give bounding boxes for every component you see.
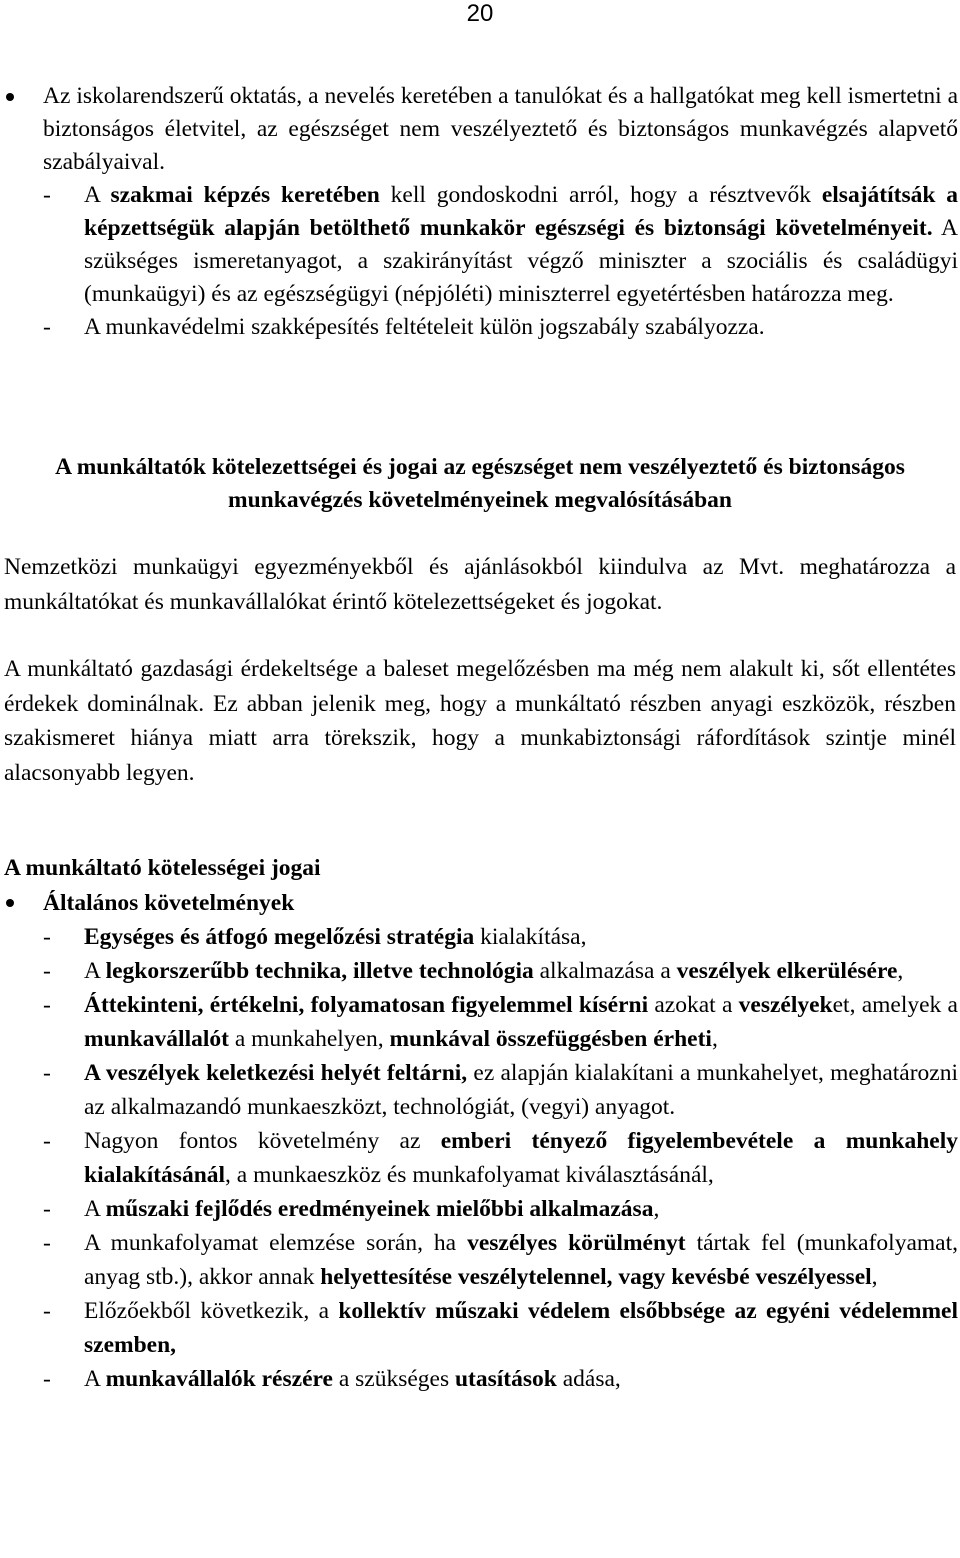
list-item-text: A veszélyek keletkezési helyét feltárni, ez alapján kialakítani a munkahelyet, meghatározni az alkalmazandó munkaeszközt, technológiát, (vegyi) anyagot. [84,1060,958,1120]
dash-item-text: A munkavédelmi szakképesítés feltételeit külön jogszabály szabályozza. [84,314,765,340]
list-item [0,1192,958,1226]
list-item-text: A legkorszerűbb technika, illetve technológia alkalmazása a veszélyek elkerülésére, [84,958,904,984]
dash-icon: - [43,182,51,208]
dash-icon: - [43,1060,51,1086]
bullet-text: Az iskolarendszerű oktatás, a nevelés keretében a tanulókat és a hallgatókat meg kell ismertetni a biztonságos életvitel, az egészséget nem veszélyeztető és biztonságos munkavégzés alapvető szabályaival. [43,83,958,175]
dash-icon: - [43,958,51,984]
list-item-text: Áttekinteni, értékelni, folyamatosan figyelemmel kísérni azokat a veszélyeket, amelyek a munkavállalót a munkahelyen, munkával összefüggésben érheti, [84,992,958,1052]
list-item-text: Előzőekből következik, a kollektív műszaki védelem elsőbbsége az egyéni védelemmel szemben, [84,1298,958,1358]
general-requirements-title: Általános követelmények [43,890,295,916]
list-item [0,1226,958,1294]
dash-icon: - [43,1128,51,1154]
section-title: A munkáltatók kötelezettségei és jogai az egészséget nem veszélyeztető és biztonságos munkavégzés követelményeinek megvalósításában [55,454,905,513]
paragraph-economic-interest: A munkáltató gazdasági érdekeltsége a baleset megelőzésben ma még nem alakult ki, sőt ellentétes érdekek dominálnak. Ez abban jelenik meg, hogy a munkáltató részben anyagi eszközök, részben szakismeret hiánya miatt arra törekszik, hogy a munkabiztonsági ráfordítások szintje minél alacsonyabb legyen. [4,656,956,786]
list-item-text: Egységes és átfogó megelőzési stratégia kialakítása, [84,924,587,950]
dash-icon: - [43,992,51,1018]
list-item [0,920,958,954]
list-item [0,1056,958,1124]
list-item-text: A munkavállalók részére a szükséges utasítások adása, [84,1366,621,1392]
dash-icon: - [43,1196,51,1222]
general-requirements-title-row [0,886,958,920]
list-item [0,988,958,1056]
dash-item-qualification [0,311,958,344]
list-item [0,1124,958,1192]
page-number: 20 [466,0,494,27]
paragraph-intro: Nemzetközi munkaügyi egyezményekből és ajánlásokból kiindulva az Mvt. meghatározza a munkáltatókat és munkavállalókat érintő kötelezettségeket és jogokat. [4,554,956,615]
list-item [0,1362,958,1396]
list-item-text: Nagyon fontos követelmény az emberi tényező figyelembevétele a munkahely kialakításánál, a munkaeszköz és munkafolyamat kiválasztásánál, [84,1128,959,1188]
dash-icon: - [43,314,51,340]
dash-icon: - [43,924,51,950]
list-item-text: A munkafolyamat elemzése során, ha veszélyes körülményt tártak fel (munkafolyamat, anyag stb.), akkor annak helyettesítése veszélytelennel, vagy kevésbé veszélyessel, [84,1230,958,1290]
dash-icon: - [43,1230,51,1256]
dash-icon: - [43,1366,51,1392]
list-item-text: A műszaki fejlődés eredményeinek mielőbbi alkalmazása, [84,1196,660,1222]
dash-icon: - [43,1298,51,1324]
employer-duties-heading: A munkáltató kötelességei jogai [4,855,321,881]
general-requirements [0,886,958,1396]
dash-item-vocational [0,179,958,311]
bullet-icon [6,93,14,101]
list-item [0,954,958,988]
dash-item-text: A szakmai képzés keretében kell gondoskodni arról, hogy a résztvevők elsajátítsák a képzettségük alapján betölthető munkakör egészségi és biztonsági követelményeit. A szükséges ismeretanyagot, a szakirányítást végző miniszter a szociális és családügyi (munkaügyi) és az egészségügyi (népjóléti) miniszterrel egyetértésben határozza meg. [84,182,959,307]
top-bullet [0,80,958,344]
list-item [0,1294,958,1362]
bullet-icon [6,899,14,907]
